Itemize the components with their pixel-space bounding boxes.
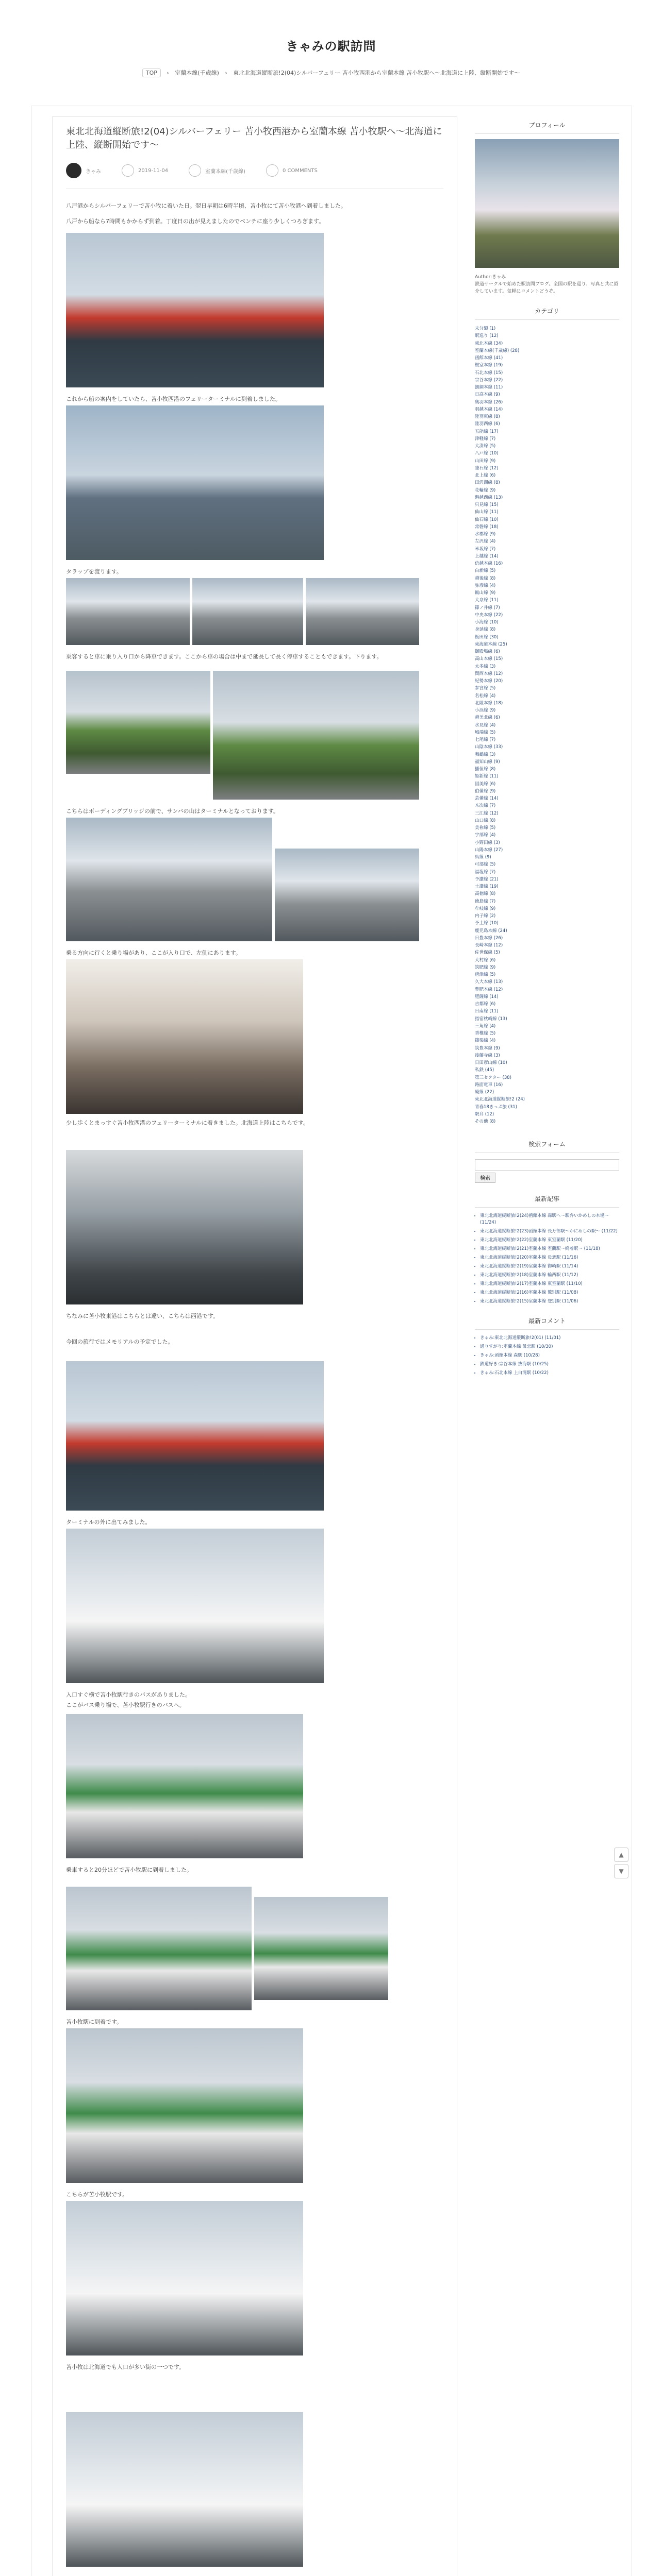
category-item[interactable]: 日高本線 (9) <box>475 392 500 398</box>
recent-post-link[interactable]: • 東北北海道縦断旅!2(24)函館本線 森駅へ〜駅弁いかめしの本場〜 (11/24) <box>480 1213 619 1226</box>
photo-deck-2[interactable] <box>213 671 419 800</box>
category-item[interactable]: 宗谷本線 (22) <box>475 377 503 383</box>
category-item[interactable]: 東海道本線 (25) <box>475 641 507 647</box>
recent-post-link[interactable]: • 東北北海道縦断旅!2(22)室蘭本線 東室蘭駅 (11/20) <box>480 1237 619 1244</box>
category-item[interactable]: 仙石線 (10) <box>475 517 499 522</box>
content-container <box>31 106 632 2576</box>
article <box>52 116 457 2576</box>
site-title[interactable]: きゃみの駅訪問 <box>286 39 376 54</box>
post-meta <box>66 160 443 181</box>
category-item[interactable]: 常磐線 (18) <box>475 524 499 530</box>
photo-walkway[interactable] <box>66 959 303 1114</box>
category-item[interactable]: 五能線 (17) <box>475 429 499 434</box>
paragraph: これから船の案内をしていたら、苫小牧西港のフェリーターミナルに到着しました。 <box>66 396 281 402</box>
category-item[interactable]: 御殿場線 (6) <box>475 649 500 654</box>
category-item[interactable]: 香椎線 (5) <box>475 1031 496 1036</box>
category-item[interactable]: 唐津線 (5) <box>475 972 496 977</box>
category-item[interactable]: 北上線 (6) <box>475 473 496 478</box>
recent-post-link[interactable]: • 東北北海道縦断旅!2(19)室蘭本線 御崎駅 (11/14) <box>480 1263 619 1270</box>
photo-bridge-2[interactable] <box>275 849 419 941</box>
category-item[interactable]: 信越本線 (16) <box>475 561 503 566</box>
photo-gangway-3[interactable] <box>306 578 419 645</box>
search-title: 検索フォーム <box>475 1136 619 1153</box>
category-item[interactable]: 小浜線 (9) <box>475 708 496 713</box>
profile-image <box>475 139 619 268</box>
category-item[interactable]: 山口線 (8) <box>475 818 496 823</box>
paragraph: 入口すぐ横で苫小牧駅行きのバスがありました。 <box>66 1691 191 1698</box>
category-item[interactable]: 飯田線 (30) <box>475 634 499 640</box>
category-item[interactable]: 駅巡り (12) <box>475 333 499 339</box>
category-item[interactable]: 室蘭本線(千歳線) (28) <box>475 348 520 353</box>
divider <box>66 188 443 189</box>
photo-terminal[interactable] <box>66 405 324 560</box>
paragraph: 苫小牧駅に到着です。 <box>66 2019 123 2025</box>
category-item[interactable]: 呉線 (9) <box>475 855 491 860</box>
category-item[interactable]: 磐越西線 (13) <box>475 495 503 500</box>
category-item[interactable]: 石北本線 (15) <box>475 370 503 376</box>
category-item[interactable]: 大湊線 (5) <box>475 444 496 449</box>
post-category[interactable]: 室蘭本線(千歳線) <box>205 168 245 175</box>
category-item[interactable]: 函館本線 (41) <box>475 355 503 361</box>
recent-title: 最新記事 <box>475 1190 619 1208</box>
photo-bus-1[interactable] <box>66 1887 252 2010</box>
comments-title: 最新コメント <box>475 1312 619 1330</box>
category-item[interactable]: 白新線 (5) <box>475 568 496 574</box>
photo-station-1[interactable] <box>66 2201 303 2355</box>
category-item[interactable]: 肥薩線 (14) <box>475 994 499 999</box>
recent-comment-link[interactable]: • 通りすがり:室蘭本線 母恋駅 (10/30) <box>480 1344 619 1350</box>
category-item[interactable]: 越美北線 (6) <box>475 715 500 721</box>
category-item[interactable]: 予土線 (10) <box>475 921 499 926</box>
folder-icon <box>189 164 201 177</box>
category-item[interactable]: 大村線 (6) <box>475 957 496 963</box>
category-item[interactable]: 山陽本線 (27) <box>475 847 503 853</box>
search-input[interactable] <box>475 1159 619 1171</box>
category-item[interactable]: 青春18きっぷ旅 (31) <box>475 1104 517 1110</box>
photo-terminal-exterior[interactable] <box>66 1529 324 1683</box>
category-item[interactable]: 内子線 (2) <box>475 913 496 919</box>
category-item[interactable]: 播但線 (8) <box>475 767 496 772</box>
category-item[interactable]: 弥彦線 (4) <box>475 583 496 588</box>
site-header <box>0 0 662 98</box>
category-item[interactable]: 釜石線 (12) <box>475 465 499 471</box>
category-item[interactable]: 福知山線 (9) <box>475 759 500 765</box>
category-item[interactable]: 鹿児島本線 (24) <box>475 928 507 934</box>
author-name[interactable]: きゃみ <box>86 168 101 175</box>
category-item[interactable]: 東北本線 (34) <box>475 341 503 346</box>
category-item[interactable]: 高山本線 (15) <box>475 656 503 662</box>
breadcrumb-sep-icon: › <box>167 70 169 76</box>
category-item[interactable]: 指宿枕崎線 (13) <box>475 1016 507 1022</box>
recent-post-link[interactable]: • 東北北海道縦断旅!2(21)室蘭本線 室蘭駅〜終着駅〜 (11/18) <box>480 1246 619 1252</box>
clock-icon <box>122 164 134 177</box>
recent-post-link[interactable]: • 東北北海道縦断旅!2(15)室蘭本線 登別駅 (11/06) <box>480 1298 619 1305</box>
category-item[interactable]: 越後線 (8) <box>475 575 496 581</box>
category-item[interactable]: 仙山線 (11) <box>475 510 499 515</box>
category-item[interactable]: 左沢線 (4) <box>475 539 496 545</box>
category-item[interactable]: 篠栗線 (4) <box>475 1038 496 1044</box>
category-item[interactable]: 小海線 (10) <box>475 620 499 625</box>
breadcrumb <box>0 69 662 77</box>
paragraph: 今回の旅行ではメモリアルの予定でした。 <box>66 1338 174 1345</box>
search-button[interactable]: 検索 <box>475 1173 495 1183</box>
category-item[interactable]: 小野田線 (3) <box>475 840 500 845</box>
category-item[interactable]: 田沢湖線 (8) <box>475 480 500 486</box>
category-item[interactable]: 花輪線 (9) <box>475 487 496 493</box>
category-item[interactable]: 日豊本線 (26) <box>475 935 503 941</box>
category-item[interactable]: 可部線 (5) <box>475 862 496 868</box>
profile-name: Author:きゃみ <box>475 275 506 280</box>
sidebar <box>475 116 619 1379</box>
paragraph: 苫小牧は北海道でも人口が多い街の一つです。 <box>66 2364 185 2370</box>
category-item[interactable]: 宇部線 (4) <box>475 833 496 838</box>
category-item[interactable]: 予讃線 (21) <box>475 876 499 882</box>
paragraph: ターミナルの外に出てみました。 <box>66 1519 151 1526</box>
category-item[interactable]: 上越線 (14) <box>475 553 499 559</box>
category-item[interactable]: 山陰本線 (33) <box>475 744 503 750</box>
category-item[interactable]: 根室本線 (19) <box>475 363 503 368</box>
category-item[interactable]: 米坂線 (7) <box>475 546 496 552</box>
comment-list <box>475 1335 619 1377</box>
category-item[interactable]: 陸羽東線 (8) <box>475 414 500 419</box>
photo-bus-station[interactable] <box>66 2028 303 2183</box>
scroll-down-icon[interactable]: ▼ <box>614 1864 628 1878</box>
paragraph: タラップを渡ります。 <box>66 568 122 575</box>
photo-bus-stop[interactable] <box>66 1714 303 1858</box>
category-item[interactable]: 高徳線 (8) <box>475 891 496 897</box>
photo-station-2[interactable] <box>66 2412 303 2567</box>
category-item[interactable]: 飯山線 (9) <box>475 590 496 596</box>
paragraph: 乗車すると20分ほどで苫小牧駅に到着しました。 <box>66 1867 192 1873</box>
category-item[interactable]: 東北北海道縦断旅!2 (24) <box>475 1097 525 1103</box>
category-item[interactable]: その他 (8) <box>475 1119 496 1124</box>
comment-icon <box>266 164 278 177</box>
photo-bridge-1[interactable] <box>66 818 272 941</box>
category-item[interactable]: 八戸線 (10) <box>475 451 499 456</box>
category-item[interactable]: 吉都線 (6) <box>475 1002 496 1007</box>
category-item[interactable]: 羽越本線 (14) <box>475 406 503 412</box>
category-item[interactable]: 山田線 (9) <box>475 458 496 464</box>
category-item[interactable]: 身延線 (8) <box>475 627 496 633</box>
scroll-up-icon[interactable]: ▲ <box>614 1848 628 1862</box>
paragraph: ここがバス乗り場で、苫小牧駅行きのバスへ。 <box>66 1702 185 1708</box>
recent-list <box>475 1213 619 1305</box>
recent-post-link[interactable]: • 東北北海道縦断旅!2(23)函館本線 長万部駅〜かにめしの駅〜 (11/22) <box>480 1228 619 1235</box>
breadcrumb-sep-icon: › <box>225 70 227 76</box>
category-item[interactable]: 筑豊本線 (9) <box>475 1045 500 1051</box>
photo-deck-1[interactable] <box>66 671 210 774</box>
category-item[interactable]: 駅弁 (12) <box>475 1111 494 1117</box>
recent-post-link[interactable]: • 東北北海道縦断旅!2(18)室蘭本線 輪西駅 (11/12) <box>480 1272 619 1279</box>
category-item[interactable]: 三江線 (12) <box>475 810 499 816</box>
paragraph: 少し歩くとまっすぐ苫小牧西港のフェリーターミナルに着きました。北海道上陸はこちらです。 <box>66 1120 309 1126</box>
category-item[interactable]: 久大本線 (13) <box>475 979 503 985</box>
category-title: カテゴリ <box>475 302 619 320</box>
category-item[interactable]: 三角線 (4) <box>475 1023 496 1029</box>
category-item[interactable]: 筑肥線 (9) <box>475 964 496 970</box>
photo-gangway-1[interactable] <box>66 578 190 645</box>
category-item[interactable]: 伯備線 (9) <box>475 788 496 794</box>
category-item[interactable]: 水郡線 (9) <box>475 532 496 537</box>
category-item[interactable]: 関西本線 (12) <box>475 671 503 676</box>
category-item[interactable]: 因美線 (6) <box>475 781 496 787</box>
recent-comment-link[interactable]: • きゃみ:函館本線 森駅 (10/28) <box>480 1352 619 1359</box>
category-item[interactable]: 名松線 (4) <box>475 693 496 699</box>
category-item[interactable]: 氷見線 (4) <box>475 722 496 728</box>
category-item[interactable]: 太多線 (3) <box>475 664 496 669</box>
category-item[interactable]: 城端線 (5) <box>475 730 496 735</box>
recent-comment-link[interactable]: • きゃみ:東北北海道縦断旅!2(01) (11/01) <box>480 1335 619 1342</box>
recent-comment-link[interactable]: • 鉄道好き:宗谷本線 抜海駅 (10/25) <box>480 1361 619 1368</box>
category-item[interactable]: 陸羽西線 (6) <box>475 421 500 427</box>
category-item[interactable]: 未分類 (1) <box>475 326 496 331</box>
category-item[interactable]: 奥羽本線 (26) <box>475 399 503 405</box>
category-item[interactable]: 土讃線 (19) <box>475 884 499 889</box>
photo-gangway-2[interactable] <box>192 578 303 645</box>
category-item[interactable]: 姫新線 (11) <box>475 774 499 779</box>
paragraph: 八戸港からシルバーフェリーで苫小牧に着いた日。翌日早朝は6時半頃、苫小牧にて苫小牧港へ到着しました。 <box>66 202 346 209</box>
category-item[interactable]: 第三セクター (38) <box>475 1075 511 1080</box>
paragraph: 乗る方向に行くと乗り場があり、ここが入り口で、左側にあります。 <box>66 950 241 956</box>
breadcrumb-current: 東北北海道縦断旅!2(04)シルバーフェリー 苫小牧西港から室蘭本線 苫小牧駅へ〜北海道に上陸、縦断開始です〜 <box>233 70 520 76</box>
breadcrumb-category[interactable]: 室蘭本線(千歳線) <box>175 70 219 76</box>
paragraph: こちらが苫小牧駅です。 <box>66 2191 128 2198</box>
category-item[interactable]: 福塩線 (7) <box>475 869 496 875</box>
photo-ferry-2[interactable] <box>66 1361 324 1511</box>
post-title: 東北北海道縦断旅!2(04)シルバーフェリー 苫小牧西港から室蘭本線 苫小牧駅へ〜北海道に上陸、縦断開始です〜 <box>66 126 442 150</box>
category-item[interactable]: 紀勢本線 (20) <box>475 679 503 684</box>
category-item[interactable]: 舞鶴線 (3) <box>475 752 496 757</box>
category-item[interactable]: 日田彦山線 (10) <box>475 1060 507 1065</box>
category-item[interactable]: 釧網本線 (11) <box>475 385 503 390</box>
category-item[interactable]: 長崎本線 (12) <box>475 943 503 948</box>
post-date: 2019-11-04 <box>138 167 169 174</box>
category-item[interactable]: 北陸本線 (18) <box>475 700 503 706</box>
photo-bus-2[interactable] <box>254 1897 388 2000</box>
recent-post-link[interactable]: • 東北北海道縦断旅!2(16)室蘭本線 鷲別駅 (11/08) <box>480 1290 619 1296</box>
category-item[interactable]: 七尾線 (7) <box>475 737 496 742</box>
category-item[interactable]: 豊肥本線 (12) <box>475 987 503 992</box>
category-item[interactable]: 美祢線 (5) <box>475 825 496 831</box>
paragraph: 乗客すると車に乗り入り口から降車できます。ここから車の場合は中まで延長して長く停車することもできます。下ります。 <box>66 653 383 660</box>
category-item[interactable]: 芸備線 (14) <box>475 796 499 801</box>
profile-text: 鉄道サークルで始めた駅訪問ブログ。全国の駅を巡り、写真と共に紹介しています。気軽にコメントどうぞ。 <box>475 282 619 294</box>
category-item[interactable]: 只見線 (15) <box>475 502 499 507</box>
category-item[interactable]: 後藤寺線 (3) <box>475 1053 500 1058</box>
profile-title: プロフィール <box>475 116 619 134</box>
breadcrumb-home[interactable]: TOP <box>142 69 161 77</box>
category-item[interactable]: 篠ノ井線 (7) <box>475 605 500 611</box>
author-avatar <box>66 163 81 178</box>
photo-corridor[interactable] <box>66 1150 303 1304</box>
category-item[interactable]: 日南線 (11) <box>475 1009 499 1014</box>
category-item[interactable]: 路面電車 (16) <box>475 1082 503 1088</box>
category-item[interactable]: 参宮線 (5) <box>475 686 496 691</box>
paragraph: こちらはボーディングブリッジの前で、サンバの山はターミナルとなっております。 <box>66 808 279 815</box>
category-item[interactable]: 中央本線 (22) <box>475 612 503 618</box>
category-item[interactable]: 私鉄 (45) <box>475 1067 494 1073</box>
category-item[interactable]: 牟岐線 (9) <box>475 906 496 911</box>
category-item[interactable]: 木次線 (7) <box>475 803 496 809</box>
paragraph: 八戸から船なら7時間もかからず到着。丁度日の出が見えましたのでベンチに座り少しくつろぎます。 <box>66 218 325 225</box>
photo-ferry[interactable] <box>66 233 324 387</box>
category-item[interactable]: 徳島線 (7) <box>475 899 496 904</box>
category-item[interactable]: 廃線 (22) <box>475 1090 494 1095</box>
category-item[interactable]: 佐世保線 (5) <box>475 950 500 956</box>
recent-post-link[interactable]: • 東北北海道縦断旅!2(17)室蘭本線 東室蘭駅 (11/10) <box>480 1281 619 1287</box>
post-comments[interactable]: 0 COMMENTS <box>282 167 318 174</box>
category-item[interactable]: 津軽線 (7) <box>475 436 496 442</box>
recent-post-link[interactable]: • 東北北海道縦断旅!2(20)室蘭本線 母恋駅 (11/16) <box>480 1255 619 1261</box>
paragraph: ちなみに苫小牧東港はこちらとは違い、こちらは西港です。 <box>66 1313 219 1319</box>
category-list <box>475 325 619 1125</box>
recent-comment-link[interactable]: • きゃみ:石北本線 上白滝駅 (10/22) <box>480 1370 619 1377</box>
category-item[interactable]: 大糸線 (11) <box>475 598 499 603</box>
